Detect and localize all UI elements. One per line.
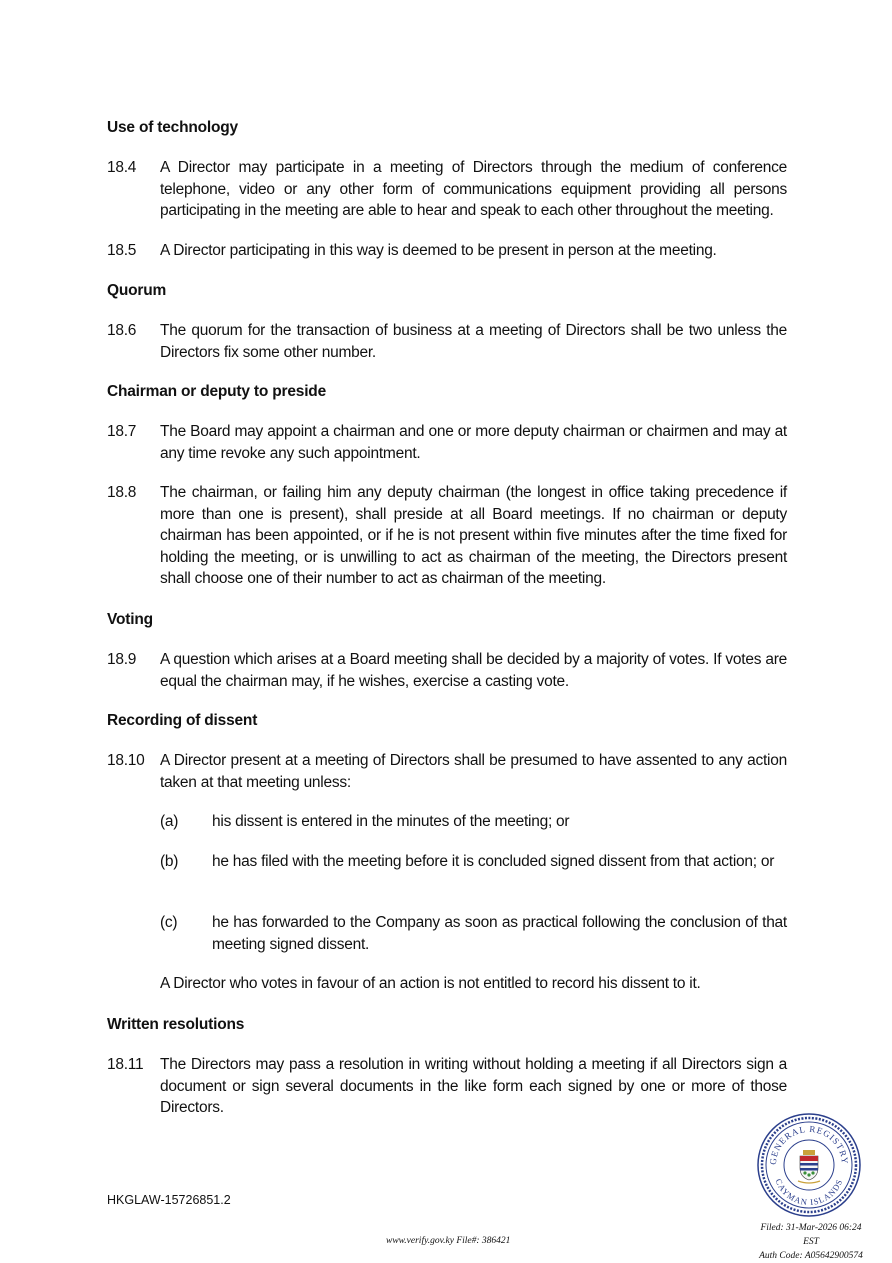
clause-18-11 bbox=[107, 1054, 787, 1119]
section-heading-quorum: Quorum bbox=[107, 282, 167, 299]
section-heading-written-resolutions: Written resolutions bbox=[107, 1016, 245, 1033]
sub-clause-number: (b) bbox=[160, 853, 179, 870]
clause-18-4 bbox=[107, 157, 787, 222]
auth-code: Auth Code: A05642900574 bbox=[759, 1251, 863, 1261]
clause-number: 18.4 bbox=[107, 159, 137, 176]
svg-text:GENERAL REGISTRY: GENERAL REGISTRY bbox=[767, 1123, 851, 1166]
clause-text: A Director present at a meeting of Directors shall be presumed to have assented to any action taken at that meeting unless: bbox=[160, 752, 787, 791]
clause-text: The Board may appoint a chairman and one or more deputy chairman or chairmen and may at any time revoke any such appointment. bbox=[160, 423, 787, 462]
clause-text: A question which arises at a Board meeting shall be decided by a majority of votes. If votes are equal the chairman may, if he wishes, exercise a casting vote. bbox=[160, 651, 787, 690]
sub-clause-text: he has forwarded to the Company as soon as practical following the conclusion of that meeting signed dissent. bbox=[212, 914, 787, 953]
sub-clause-text: he has filed with the meeting before it is concluded signed dissent from that action; or bbox=[212, 853, 775, 870]
sub-clause-b bbox=[160, 851, 787, 873]
clause-text: A Director may participate in a meeting of Directors through the medium of conference telephone, video or any other form of communications equipment providing all persons participating in the meeting are able to hear and speak to each other throughout the meeting. bbox=[160, 159, 787, 219]
clause-number: 18.6 bbox=[107, 322, 137, 339]
section-heading-recording-of-dissent: Recording of dissent bbox=[107, 712, 258, 729]
filed-date: Filed: 31-Mar-2026 06:24 EST bbox=[760, 1223, 862, 1247]
filing-stamp bbox=[752, 1221, 870, 1263]
dissent-closing-text: A Director who votes in favour of an action is not entitled to record his dissent to it. bbox=[160, 975, 701, 992]
clause-text: The chairman, or failing him any deputy chairman (the longest in office taking precedence if more than one is present), shall preside at all Board meetings. If no chairman or deputy chairman has been appointed, or if he is not present within five minutes after the time fixed for holding the meeting, or is unwilling to act as chairman of the meeting, the Directors present shall choose one of their number to act as chairman of the meeting. bbox=[160, 484, 787, 587]
clause-number: 18.9 bbox=[107, 651, 137, 668]
sub-clause-number: (a) bbox=[160, 813, 179, 830]
sub-clause-a bbox=[160, 811, 787, 833]
document-reference-id: HKGLAW-15726851.2 bbox=[107, 1193, 231, 1207]
clause-number: 18.11 bbox=[107, 1056, 144, 1073]
clause-text: A Director participating in this way is deemed to be present in person at the meeting. bbox=[160, 242, 717, 259]
section-heading-chairman: Chairman or deputy to preside bbox=[107, 383, 326, 400]
clause-text: The Directors may pass a resolution in writing without holding a meeting if all Directors sign a document or sign several documents in the like form each signed by one or more of those Directors. bbox=[160, 1056, 787, 1116]
clause-number: 18.7 bbox=[107, 423, 137, 440]
clause-18-9 bbox=[107, 649, 787, 692]
sub-clause-c bbox=[160, 912, 787, 955]
clause-number: 18.10 bbox=[107, 752, 145, 769]
clause-18-5 bbox=[107, 240, 787, 262]
clause-18-10 bbox=[107, 750, 787, 793]
sub-clause-text: his dissent is entered in the minutes of the meeting; or bbox=[212, 813, 570, 830]
clause-18-6 bbox=[107, 320, 787, 363]
section-heading-use-of-technology: Use of technology bbox=[107, 119, 238, 136]
clause-number: 18.8 bbox=[107, 484, 137, 501]
clause-text: The quorum for the transaction of business at a meeting of Directors shall be two unless the Directors fix some other number. bbox=[160, 322, 787, 361]
sub-clause-number: (c) bbox=[160, 914, 178, 931]
clause-number: 18.5 bbox=[107, 242, 137, 259]
clause-18-7 bbox=[107, 421, 787, 464]
verify-link-text: www.verify.gov.ky File#: 386421 bbox=[386, 1236, 511, 1246]
clause-18-8 bbox=[107, 482, 787, 590]
section-heading-voting: Voting bbox=[107, 611, 153, 628]
general-registry-seal-icon bbox=[756, 1112, 862, 1218]
svg-text:CAYMAN ISLANDS: CAYMAN ISLANDS bbox=[773, 1177, 845, 1208]
